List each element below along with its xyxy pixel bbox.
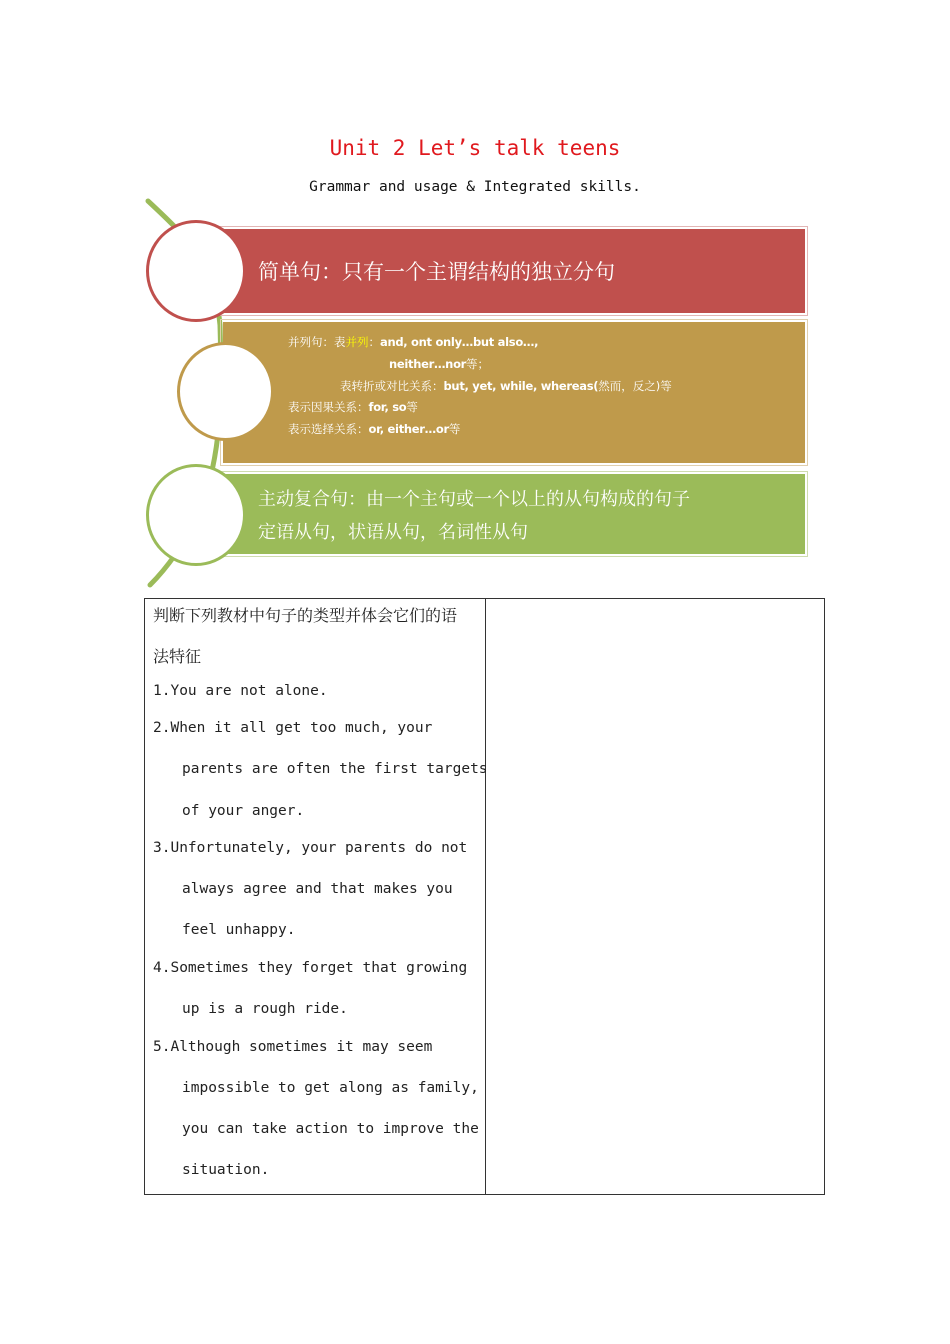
sentence-type-diagram xyxy=(0,0,950,600)
complex-sentence-line-1: 主动复合句：由一个主句或一个以上的从句构成的句子 xyxy=(258,489,690,510)
compound-sentence-banner xyxy=(223,322,805,463)
sentence-line: of your anger. xyxy=(182,803,305,819)
exercise-left-cell xyxy=(145,599,486,1195)
instruction-line-1: 判断下列教材中句子的类型并体会它们的语 xyxy=(153,606,458,625)
sentence-line: 5.Although sometimes it may seem xyxy=(153,1039,433,1055)
sentence-line: 4.Sometimes they forget that growing xyxy=(153,960,468,976)
compound-line-5-suffix: 等 xyxy=(448,422,461,436)
complex-sentence-banner xyxy=(223,474,805,554)
sentence-line: feel unhappy. xyxy=(182,922,296,938)
sentence-line: 3.Unfortunately, your parents do not xyxy=(153,840,468,856)
sentence-line: situation. xyxy=(182,1162,270,1178)
compound-line-3-prefix: 表转折或对比关系： xyxy=(340,379,444,393)
compound-line-1-sep: ： xyxy=(368,335,380,349)
compound-line-3 xyxy=(340,378,672,394)
compound-line-1 xyxy=(288,334,538,350)
green-circle-marker xyxy=(146,464,246,566)
page-title: Unit 2 Let’s talk teens xyxy=(329,136,621,160)
gold-circle-marker xyxy=(177,342,274,441)
compound-line-3-suffix: 然而，反之)等 xyxy=(598,379,672,393)
sentence-line: you can take action to improve the xyxy=(182,1121,479,1137)
compound-line-2-suffix: 等； xyxy=(466,357,490,371)
compound-line-1-prefix: 并列句：表 xyxy=(288,335,346,349)
red-circle-marker xyxy=(146,220,246,322)
compound-line-5-prefix: 表示选择关系： xyxy=(288,422,369,436)
compound-line-2 xyxy=(389,356,489,372)
sentence-line: parents are often the first targets xyxy=(182,761,488,777)
exercise-table xyxy=(144,598,825,1195)
sentence-line: impossible to get along as family, xyxy=(182,1080,479,1096)
page-subtitle: Grammar and usage & Integrated skills. xyxy=(309,179,641,195)
compound-line-4-suffix: 等 xyxy=(406,400,418,414)
complex-sentence-line-2: 定语从句，状语从句，名词性从句 xyxy=(258,522,528,543)
simple-sentence-text: 简单句：只有一个主谓结构的独立分句 xyxy=(258,260,615,284)
instruction-line-2: 法特征 xyxy=(153,647,202,666)
sentence-line: 2.When it all get too much, your xyxy=(153,720,433,736)
sentence-line: 1.You are not alone. xyxy=(153,683,328,699)
exercise-answer-cell[interactable] xyxy=(486,599,825,1195)
compound-line-4 xyxy=(288,399,418,415)
compound-line-3-en: but, yet, while, whereas( xyxy=(443,379,599,393)
simple-sentence-banner xyxy=(223,229,805,313)
compound-line-1-en: and, ont only…but also…, xyxy=(380,335,539,349)
compound-line-5-en: or, either…or xyxy=(368,422,449,436)
compound-line-2-en: neither…nor xyxy=(389,357,467,371)
sentence-line: always agree and that makes you xyxy=(182,881,453,897)
compound-line-5 xyxy=(288,421,460,437)
compound-line-4-prefix: 表示因果关系： xyxy=(288,400,369,414)
compound-line-4-en: for, so xyxy=(368,400,407,414)
sentence-line: up is a rough ride. xyxy=(182,1001,348,1017)
compound-highlight: 并列 xyxy=(345,335,369,349)
